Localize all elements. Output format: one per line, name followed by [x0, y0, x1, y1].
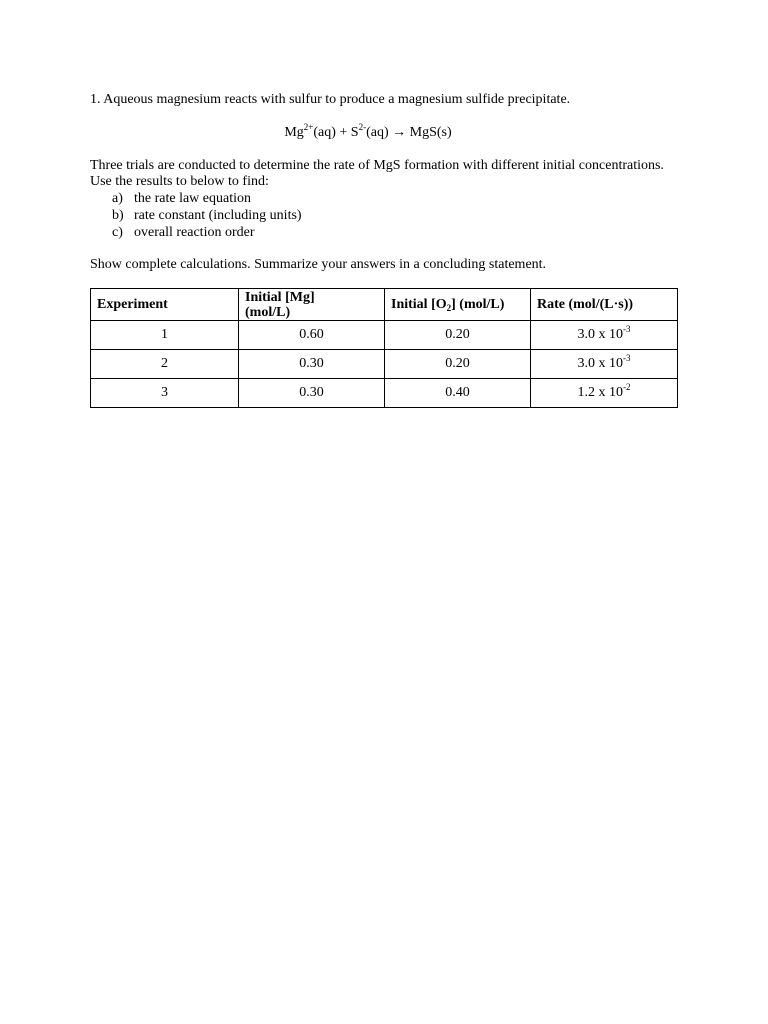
header-mg-line-1: Initial [Mg] [245, 289, 315, 305]
table-row [91, 321, 678, 350]
rate-base: 3.0 x 10 [577, 356, 623, 371]
task-text: the rate law equation [134, 191, 252, 206]
task-text: overall reaction order [134, 225, 255, 240]
cell-o2: 0.20 [385, 321, 531, 350]
list-item [112, 224, 680, 241]
header-initial-o2 [385, 289, 531, 321]
results-table [90, 288, 678, 408]
list-item [112, 190, 680, 207]
instructions: Show complete calculations. Summarize your answers in a concluding statement. [90, 257, 547, 272]
task-marker: c) [112, 225, 123, 240]
task-list [90, 190, 680, 241]
cell-rate [531, 379, 678, 408]
intro-line-1: Three trials are conducted to determine the rate of MgS formation with different initial concentrations. [90, 158, 664, 173]
equation-mg-state: (aq) + S [313, 125, 359, 140]
cell-o2: 0.40 [385, 379, 531, 408]
header-o2-post: ] (mol/L) [451, 297, 505, 312]
equation-mg-charge: 2+ [303, 122, 314, 132]
question-title: 1. Aqueous magnesium reacts with sulfur to produce a magnesium sulfide precipitate. [90, 92, 571, 107]
cell-mg: 0.60 [239, 321, 385, 350]
equation-s-charge: 2- [358, 122, 367, 132]
cell-experiment: 2 [91, 350, 239, 379]
cell-mg: 0.30 [239, 379, 385, 408]
cell-experiment: 3 [91, 379, 239, 408]
header-initial-mg [239, 289, 385, 321]
table-row [91, 379, 678, 408]
header-rate: Rate (mol/(L·s)) [531, 289, 678, 321]
rate-exponent: -3 [623, 324, 631, 334]
table-row [91, 350, 678, 379]
equation-product: (aq) → MgS(s) [366, 125, 452, 140]
task-marker: b) [112, 208, 124, 223]
question-intro [90, 158, 680, 190]
header-experiment: Experiment [91, 289, 239, 321]
chemical-equation [90, 122, 646, 141]
header-o2-pre: Initial [O [391, 297, 447, 312]
equation-mg: Mg [284, 125, 304, 140]
rate-exponent: -2 [623, 382, 631, 392]
table-header-row [91, 289, 678, 321]
cell-o2: 0.20 [385, 350, 531, 379]
rate-exponent: -3 [623, 353, 631, 363]
task-marker: a) [112, 191, 123, 206]
rate-base: 3.0 x 10 [577, 327, 623, 342]
cell-rate [531, 350, 678, 379]
list-item [112, 207, 680, 224]
worksheet-page [90, 92, 680, 400]
header-o2-sub: 2 [446, 303, 452, 313]
intro-line-2: Use the results to below to find: [90, 174, 269, 189]
cell-experiment: 1 [91, 321, 239, 350]
header-mg-line-2: (mol/L) [245, 304, 291, 320]
cell-mg: 0.30 [239, 350, 385, 379]
rate-base: 1.2 x 10 [577, 385, 623, 400]
cell-rate [531, 321, 678, 350]
task-text: rate constant (including units) [134, 208, 302, 223]
